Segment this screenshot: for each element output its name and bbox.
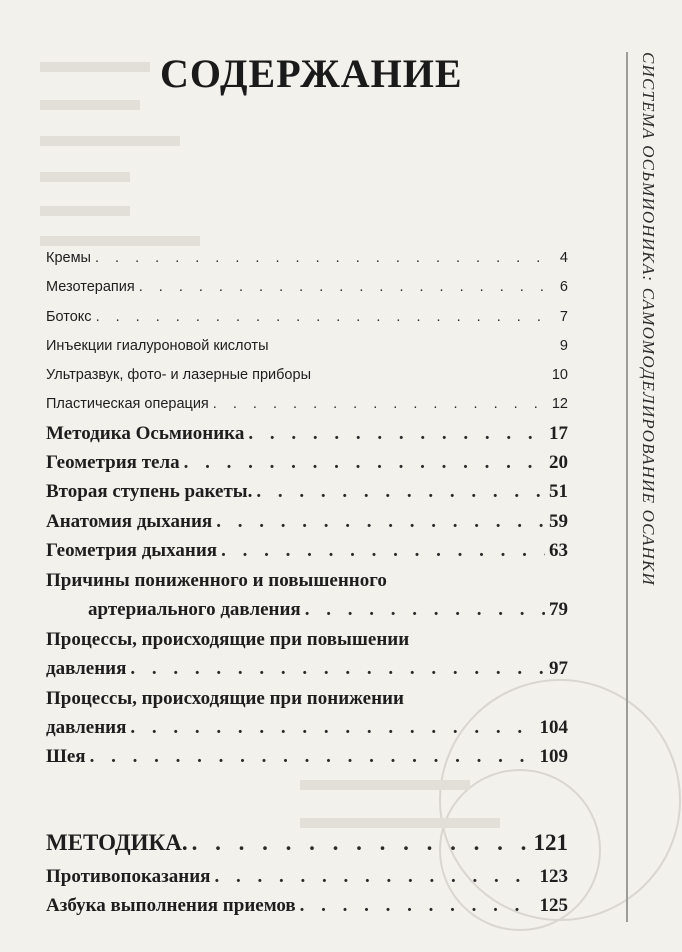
toc-entry bbox=[46, 250, 568, 266]
toc-leader-dots bbox=[130, 658, 545, 680]
toc-leader-dots bbox=[248, 423, 545, 445]
toc-entry bbox=[46, 423, 568, 445]
toc-entry-page: 104 bbox=[539, 717, 568, 738]
toc-entry-page: 6 bbox=[559, 279, 568, 295]
toc-entry bbox=[88, 599, 568, 621]
toc-entry-title: Анатомия дыхания bbox=[46, 511, 213, 532]
toc-leader-dots bbox=[300, 895, 536, 917]
toc-leader-dots bbox=[96, 309, 556, 325]
toc-entry-title: Геометрия тела bbox=[46, 452, 180, 473]
toc-entry-title: Методика Осьмионика bbox=[46, 423, 245, 444]
toc-leader-dots bbox=[192, 830, 530, 856]
toc-entry-title-line1: Причины пониженного и повышенного bbox=[46, 570, 387, 591]
toc-entry-page: 121 bbox=[533, 830, 568, 855]
toc-entry-title: Противопоказания bbox=[46, 866, 211, 887]
toc-entry-page: 63 bbox=[549, 540, 568, 561]
toc-entry bbox=[46, 367, 568, 383]
toc-leader-dots bbox=[130, 717, 535, 739]
toc-entry bbox=[46, 717, 568, 739]
toc-leader-dots bbox=[216, 511, 545, 533]
toc-entry-title: Пластическая операция bbox=[46, 396, 209, 412]
toc-entry-page: 125 bbox=[539, 895, 568, 916]
toc-entry bbox=[46, 452, 568, 474]
toc-entry-page: 12 bbox=[551, 396, 568, 412]
toc-entry-page: 17 bbox=[549, 423, 568, 444]
toc-entry-title: МЕТОДИКА. bbox=[46, 830, 188, 855]
toc-entry-title: Инъекции гиалуроновой кислоты bbox=[46, 338, 269, 354]
toc-entry-title-line1: Процессы, происходящие при повышении bbox=[46, 629, 410, 650]
toc-entry-page: 7 bbox=[559, 309, 568, 325]
toc-entry bbox=[46, 279, 568, 295]
toc-entry bbox=[46, 481, 568, 503]
toc-entry-title: Ботокс bbox=[46, 309, 92, 325]
toc-leader-dots bbox=[305, 599, 545, 621]
toc-entry-page: 59 bbox=[549, 511, 568, 532]
toc-entry-title: Ультразвук, фото- и лазерные приборы bbox=[46, 367, 311, 383]
toc-entry bbox=[46, 746, 568, 768]
toc-leader-dots bbox=[139, 279, 556, 295]
toc-entry-page: 9 bbox=[559, 338, 568, 354]
toc-entry-page: 97 bbox=[549, 658, 568, 679]
toc-entry-title-line1: Процессы, происходящие при понижении bbox=[46, 688, 404, 709]
toc-entry-page: 109 bbox=[539, 746, 568, 767]
toc-leader-dots bbox=[214, 866, 535, 888]
page-title: СОДЕРЖАНИЕ bbox=[160, 51, 463, 96]
toc-leader-dots bbox=[184, 452, 545, 474]
toc-entry-title: Кремы bbox=[46, 250, 91, 266]
toc-entry-page: 51 bbox=[549, 481, 568, 502]
toc-entry bbox=[46, 511, 568, 533]
toc-entry-title: Геометрия дыхания bbox=[46, 540, 218, 561]
toc-section-entry bbox=[46, 830, 568, 856]
toc-entry-title: Вторая ступень ракеты. bbox=[46, 481, 253, 502]
running-header: СИСТЕМА ОСЬМИОНИКА: САМОМОДЕЛИРОВАНИЕ ОСАНКИ bbox=[639, 52, 658, 587]
toc-entry-page: 20 bbox=[549, 452, 568, 473]
toc-entry bbox=[46, 866, 568, 888]
toc-entry-page: 79 bbox=[549, 599, 568, 620]
toc-entry-page: 4 bbox=[559, 250, 568, 266]
toc-entry-page: 123 bbox=[539, 866, 568, 887]
toc-entry-title: артериального давления bbox=[88, 599, 301, 620]
toc-entry bbox=[46, 658, 568, 680]
toc-entry bbox=[46, 540, 568, 562]
toc-entry bbox=[46, 895, 568, 917]
toc-leader-dots bbox=[213, 396, 548, 412]
toc-entry bbox=[46, 309, 568, 325]
toc-leader-dots bbox=[221, 540, 545, 562]
toc-leader-dots bbox=[256, 481, 545, 503]
toc-entry bbox=[46, 396, 568, 412]
toc-entry bbox=[46, 338, 568, 354]
toc-entry-title: Шея bbox=[46, 746, 86, 767]
toc-leader-dots bbox=[95, 250, 556, 266]
toc-entry-title: Мезотерапия bbox=[46, 279, 135, 295]
toc-entry-title: давления bbox=[46, 717, 127, 738]
toc-entry-page: 10 bbox=[551, 367, 568, 383]
toc-entry-title: Азбука выполнения приемов bbox=[46, 895, 296, 916]
toc-entry-title: давления bbox=[46, 658, 127, 679]
toc-leader-dots bbox=[90, 746, 536, 768]
